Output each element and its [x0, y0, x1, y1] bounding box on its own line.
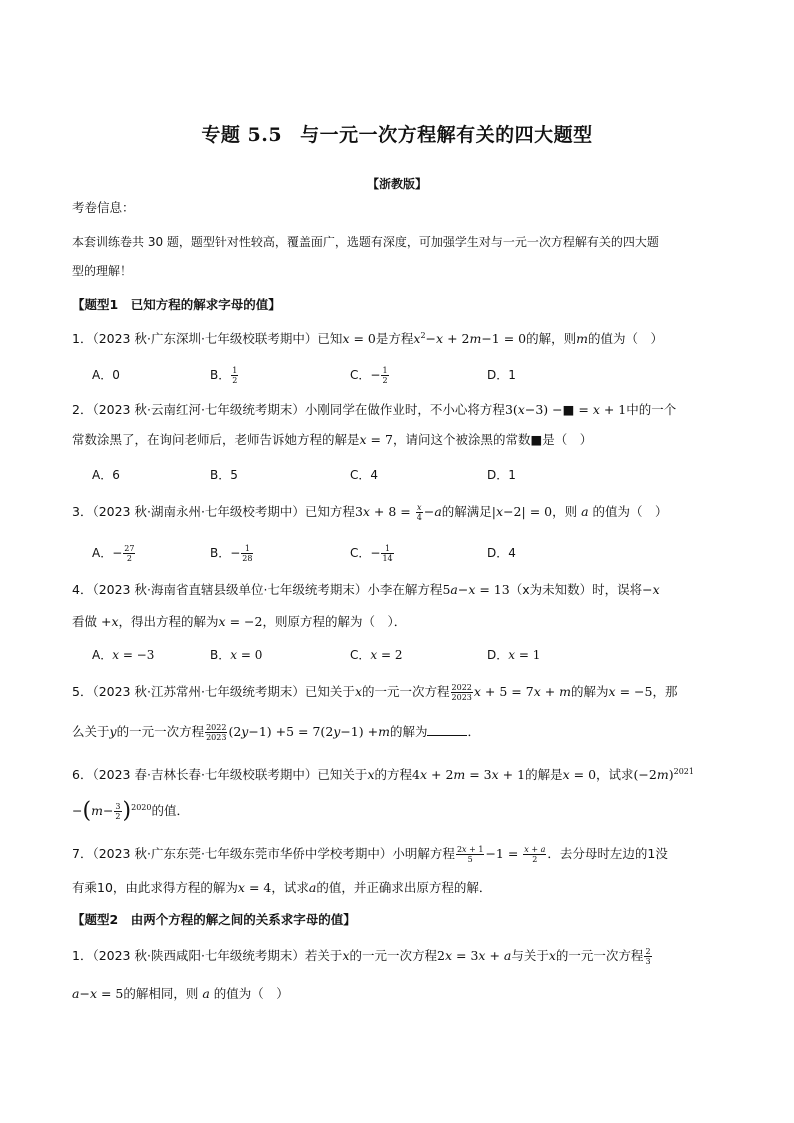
q4-option-c: C．x = 2: [350, 648, 403, 662]
question-4-line2: 看做 +x，得出方程的解为x = −2，则原方程的解为（ ）．: [72, 614, 407, 629]
question-4: 4．（2023 秋·海南省直辖县级单位·七年级统考期末）小李在解方程5a−x = 13（x为未知数）时，误将−x: [72, 582, 660, 597]
info-label: 考卷信息：: [72, 200, 135, 215]
q3-option-b: B．− $\frac{1}{28}$: [210, 544, 253, 563]
question-5-line2: 么关于y的一元一次方程 $\frac{2022}{2023}$ (2y−1) +5 = 7(2y−1) +m的解为 ．: [72, 723, 480, 742]
q4-option-a: A．x = −3: [92, 648, 155, 662]
q1-option-c: C．− $\frac{1}{2}$: [350, 366, 388, 385]
q3-option-d: D．4: [487, 546, 516, 560]
q2-option-d: D．1: [487, 468, 516, 482]
question-1: 1．（2023 秋·广东深圳·七年级校联考期中）已知x = 0是方程$x^2-x + 2m-1 = 0$的解，则m的值为（ ）: [72, 331, 664, 347]
section-2-question-1: 1．（2023 秋·陕西咸阳·七年级统考期末）若关于x的一元一次方程2x = 3x + a与关于x的一元一次方程 $\frac{2}{3}$: [72, 947, 651, 966]
page-title: [0, 120, 794, 147]
question-6-line2: −(m− $\frac{3}{2}$ )$^{2020}$的值．: [72, 798, 189, 824]
q1-option-b: B． $\frac{1}{2}$: [210, 366, 238, 385]
topic-number: 专题 5.5: [201, 124, 283, 146]
question-3: 3．（2023 秋·湖南永州·七年级校考期中）已知方程3x + 8 = $\frac{x}{4}$ −a的解满足|x−2| = 0，则 a 的值为（ ）: [72, 503, 668, 522]
q3-option-a: A．− $\frac{27}{2}$: [92, 544, 135, 563]
section-1-heading: 【题型1 已知方程的解求字母的值】: [72, 297, 281, 312]
section-2-question-1-line2: a−x = 5的解相同，则 a 的值为（ ）: [72, 986, 289, 1001]
info-line1: 本套训练卷共 30 题，题型针对性较高，覆盖面广，选题有深度，可加强学生对与一元一次方程解有关的四大题: [72, 235, 659, 249]
topic-title: 与一元一次方程解有关的四大题型: [300, 124, 593, 146]
info-line2: 型的理解！: [72, 264, 133, 278]
section-2-heading: 【题型2 由两个方程的解之间的关系求字母的值】: [72, 912, 356, 927]
question-7-line2: 有乘10，由此求得方程的解为x = 4，试求a的值，并正确求出原方程的解．: [72, 880, 492, 895]
question-7: 7．（2023 秋·广东东莞·七年级东莞市华侨中学校考期中）小明解方程 $\frac{2x + 1}{5}$ −1 = $\frac{x + a}{2}$ ．去分母时左边的1没: [72, 845, 668, 864]
answer-blank[interactable]: [427, 723, 467, 736]
q2-option-c: C．4: [350, 468, 379, 482]
question-6: 6．（2023 春·吉林长春·七年级校联考期中）已知关于x的方程4x + 2m = 3x + 1的解是x = 0，试求$(-2m)^{2021}$: [72, 767, 694, 783]
q1-option-a: A．0: [92, 368, 120, 382]
q4-option-b: B．x = 0: [210, 648, 263, 662]
q2-option-a: A．6: [92, 468, 120, 482]
q4-option-d: D．x = 1: [487, 648, 541, 662]
question-2: 2．（2023 秋·云南红河·七年级统考期末）小刚同学在做作业时，不小心将方程3(x−3) −■ = x + 1中的一个: [72, 402, 677, 417]
question-5: 5．（2023 秋·江苏常州·七年级统考期末）已知关于x的一元一次方程 $\frac{2022}{2023}$ x + 5 = 7x + m的解为x = −5，那: [72, 683, 678, 702]
edition-label: 【浙教版】: [366, 177, 427, 191]
q1-option-d: D．1: [487, 368, 516, 382]
q3-option-c: C．− $\frac{1}{14}$: [350, 544, 393, 563]
question-2-line2: 常数涂黑了，在询问老师后，老师告诉她方程的解是x = 7，请问这个被涂黑的常数■是（ ）: [72, 432, 593, 447]
q2-option-b: B．5: [210, 468, 238, 482]
